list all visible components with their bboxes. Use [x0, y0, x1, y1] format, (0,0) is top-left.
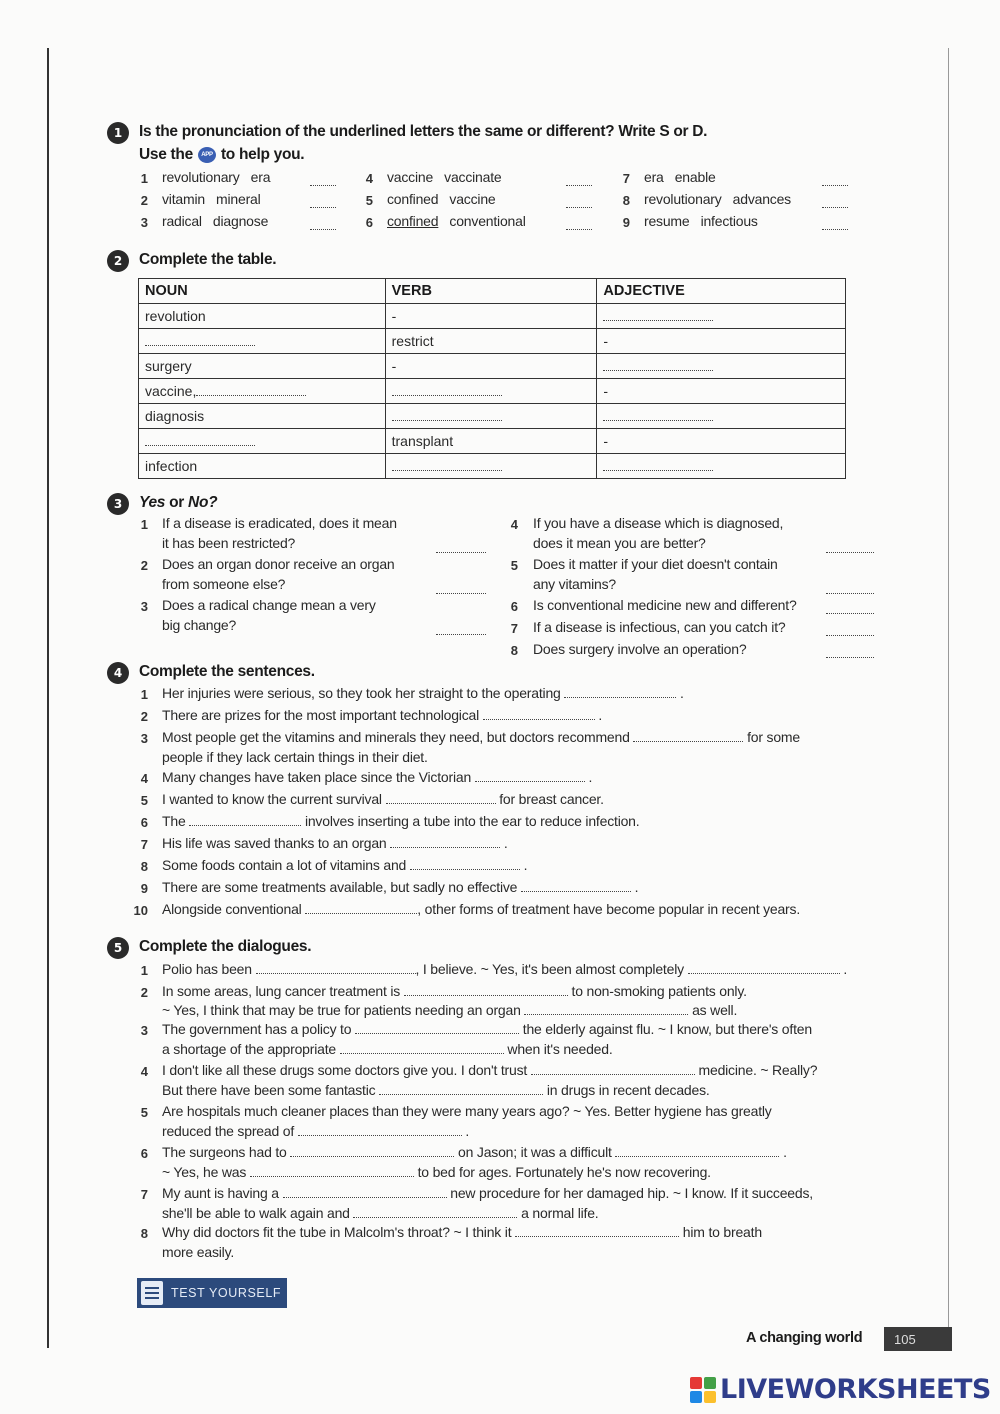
question-line: If you have a disease which is diagnosed,	[533, 515, 784, 531]
dialogue-text: medicine. ~ Really?	[698, 1062, 818, 1078]
table-header-row	[139, 279, 846, 304]
dialogue-text: In some areas, lung cancer treatment is	[162, 983, 401, 999]
item-number: 8	[140, 1226, 148, 1241]
sentence-text: people if they lack certain things in their diet.	[162, 749, 428, 765]
word: revolutionary	[644, 191, 722, 207]
dialogue-text: Polio has been	[162, 961, 252, 977]
section-3-title	[139, 494, 217, 512]
dialogue-7-reply	[162, 1205, 599, 1221]
answer-blank[interactable]	[515, 1224, 679, 1237]
sentence-text: I wanted to know the current survival	[162, 791, 382, 807]
dialogue-text: Why did doctors fit the tube in Malcolm's throat? ~ I think it	[162, 1224, 512, 1240]
table-row	[139, 429, 846, 454]
table-row	[139, 404, 846, 429]
app-icon: APP	[198, 147, 216, 163]
notebook-icon	[141, 1281, 163, 1305]
table-cell: -	[597, 329, 846, 354]
answer-blank-6[interactable]	[566, 216, 592, 230]
item-number: 7	[622, 171, 630, 186]
sentence-9	[162, 879, 638, 895]
question-line: big change?	[162, 617, 237, 633]
liveworksheets-logo-icon	[690, 1377, 716, 1403]
table-cell: restrict	[385, 329, 597, 354]
answer-blank[interactable]	[410, 857, 520, 870]
question-line: any vitamins?	[533, 576, 616, 592]
liveworksheets-wordmark: LIVEWORKSHEETS	[720, 1374, 991, 1405]
answer-blank[interactable]	[189, 813, 301, 826]
sentence-text: .	[680, 685, 684, 701]
liveworksheets-brand	[690, 1374, 991, 1405]
dialogue-text: My aunt is having a	[162, 1185, 279, 1201]
sentence-text: .	[634, 879, 639, 895]
sentence-text: His life was saved thanks to an organ	[162, 835, 387, 851]
dialogue-text: a shortage of the appropriate	[162, 1041, 336, 1057]
item-number: 3	[140, 215, 148, 230]
answer-blank[interactable]	[283, 1185, 447, 1198]
cell-text: vaccine,	[145, 383, 197, 399]
answer-blank[interactable]	[379, 1082, 543, 1095]
answer-blank[interactable]	[826, 600, 874, 614]
word: mineral	[216, 191, 261, 207]
sentence-1	[162, 685, 684, 701]
table-row	[139, 329, 846, 354]
table-cell: revolution	[139, 304, 386, 329]
section-5-number: 5	[107, 937, 129, 959]
sentence-text: Some foods contain a lot of vitamins and	[162, 857, 407, 873]
answer-blank[interactable]	[256, 961, 416, 974]
dialogue-text: Are hospitals much cleaner places than they were many years ago? ~ Yes. Better hygiene has greatly	[162, 1103, 772, 1119]
item-number: 8	[140, 859, 148, 874]
dialogue-text: The surgeons had to	[162, 1144, 287, 1160]
dialogue-text: on Jason; it was a difficult	[458, 1144, 612, 1160]
dialogue-4-reply	[162, 1082, 710, 1098]
dialogue-2-reply	[162, 1002, 737, 1018]
item-number: 1	[140, 171, 148, 186]
answer-blank[interactable]	[353, 1205, 517, 1218]
test-yourself-label: TEST YOURSELF	[171, 1286, 282, 1300]
question-line: If a disease is eradicated, does it mean	[162, 515, 397, 531]
word: vaccine	[387, 169, 434, 185]
sentence-text: Many changes have taken place since the Victorian	[162, 769, 472, 785]
answer-blank[interactable]	[436, 621, 486, 635]
item-number: 4	[365, 171, 373, 186]
table-cell-blank[interactable]	[597, 454, 846, 479]
dialogue-text: , I believe. ~ Yes, it's been almost completely	[415, 961, 684, 977]
item-number: 6	[140, 1146, 148, 1161]
dialogue-7	[162, 1185, 813, 1201]
answer-blank[interactable]	[483, 707, 595, 720]
table-cell-blank[interactable]	[597, 404, 846, 429]
dialogue-1	[162, 961, 847, 977]
table-row	[139, 304, 846, 329]
dialogue-text: him to breath	[682, 1224, 762, 1240]
dialogue-3-reply	[162, 1041, 613, 1057]
answer-blank-3[interactable]	[310, 216, 336, 230]
item-number: 5	[510, 558, 518, 573]
pronunciation-item-4	[387, 169, 502, 185]
word: radical	[162, 213, 202, 229]
sentence-6	[162, 813, 639, 829]
answer-blank[interactable]	[564, 685, 676, 698]
answer-blank-8[interactable]	[822, 194, 848, 208]
answer-blank[interactable]	[615, 1144, 779, 1157]
dialogue-text: I don't like all these drugs some doctors give you. I don't trust	[162, 1062, 528, 1078]
sentence-text: There are prizes for the most important technological	[162, 707, 479, 723]
sentence-text: , other forms of treatment have become popular in recent years.	[417, 901, 801, 917]
word-forms-table	[138, 278, 846, 479]
item-number: 7	[140, 1187, 148, 1202]
answer-blank[interactable]	[603, 359, 713, 371]
section-1-number: 1	[107, 122, 129, 144]
pronunciation-item-1	[162, 169, 270, 185]
sentence-text: Her injuries were serious, so they took her straight to the operating	[162, 685, 561, 701]
word: enable	[674, 169, 716, 185]
sentence-text: for breast cancer.	[499, 791, 604, 807]
answer-blank[interactable]	[524, 1002, 688, 1015]
dialogue-8	[162, 1224, 762, 1240]
table-cell-blank[interactable]	[139, 329, 386, 354]
answer-blank[interactable]	[475, 769, 585, 782]
header-verb: VERB	[385, 279, 597, 304]
answer-blank-5[interactable]	[566, 194, 592, 208]
dialogue-text: to bed for ages. Fortunately he's now recovering.	[417, 1164, 711, 1180]
dialogue-text: more easily.	[162, 1244, 235, 1260]
sentence-5	[162, 791, 604, 807]
item-number: 7	[510, 621, 518, 636]
question-line: Does an organ donor receive an organ	[162, 556, 395, 572]
table-row	[139, 454, 846, 479]
answer-blank[interactable]	[826, 622, 874, 636]
item-number: 3	[140, 1023, 148, 1038]
sentence-text: for some	[747, 729, 800, 745]
word: era	[644, 169, 664, 185]
table-cell-blank[interactable]	[385, 379, 597, 404]
section-2-number: 2	[107, 250, 129, 272]
item-number: 6	[365, 215, 373, 230]
item-number: 1	[140, 963, 148, 978]
sentence-2	[162, 707, 602, 723]
title-or: or	[169, 494, 185, 511]
section-1-title-line2	[139, 146, 304, 164]
pronunciation-item-2	[162, 191, 261, 207]
sentence-text: Most people get the vitamins and minerals they need, but doctors recommend	[162, 729, 630, 745]
word: vaccinate	[444, 169, 502, 185]
dialogue-2	[162, 983, 747, 999]
answer-blank[interactable]	[392, 409, 502, 421]
answer-blank[interactable]	[404, 983, 568, 996]
title-yes: Yes	[139, 494, 166, 511]
answer-blank[interactable]	[826, 580, 874, 594]
dialogue-text: as well.	[692, 1002, 738, 1018]
dialogue-6-reply	[162, 1164, 711, 1180]
answer-blank[interactable]	[390, 835, 500, 848]
item-number: 1	[140, 687, 148, 702]
word: vitamin	[162, 191, 205, 207]
item-number: 3	[140, 599, 148, 614]
item-number: 2	[140, 985, 148, 1000]
answer-blank[interactable]	[603, 459, 713, 471]
question-line: from someone else?	[162, 576, 286, 592]
sentence-text: .	[598, 707, 603, 723]
word: confined	[387, 191, 439, 207]
table-cell: surgery	[139, 354, 386, 379]
dialogue-text: ~ Yes, he was	[162, 1164, 247, 1180]
dialogue-text: .	[465, 1123, 470, 1139]
page-edge-line	[948, 48, 949, 1348]
pronunciation-item-6	[387, 213, 526, 229]
table-cell-blank[interactable]	[597, 354, 846, 379]
question-line: Does it matter if your diet doesn't contain	[533, 556, 778, 572]
pronunciation-item-5	[387, 191, 496, 207]
pronunciation-item-9	[644, 213, 758, 229]
pronunciation-item-3	[162, 213, 268, 229]
table-cell: -	[385, 304, 597, 329]
dialogue-text: new procedure for her damaged hip. ~ I know. If it succeeds,	[450, 1185, 813, 1201]
answer-blank[interactable]	[826, 644, 874, 658]
dialogue-text: in drugs in recent decades.	[546, 1082, 710, 1098]
chapter-title: A changing world	[746, 1330, 863, 1346]
dialogue-text: The government has a policy to	[162, 1021, 352, 1037]
section-4-title: Complete the sentences.	[139, 663, 315, 680]
title-text-post: to help you.	[220, 146, 305, 163]
table-cell-blank[interactable]	[385, 404, 597, 429]
answer-blank[interactable]	[633, 729, 743, 742]
dialogue-3	[162, 1021, 812, 1037]
word: conventional	[449, 213, 526, 229]
item-number: 8	[622, 193, 630, 208]
answer-blank[interactable]	[436, 580, 486, 594]
answer-blank-9[interactable]	[822, 216, 848, 230]
question-line: Does a radical change mean a very	[162, 597, 376, 613]
sentence-text: Alongside conventional	[162, 901, 302, 917]
answer-blank[interactable]	[250, 1164, 414, 1177]
section-2-title: Complete the table.	[139, 251, 277, 268]
table-row	[139, 354, 846, 379]
answer-blank[interactable]	[826, 539, 874, 553]
table-row	[139, 379, 846, 404]
page-binding-line	[47, 48, 49, 1348]
item-number: 8	[510, 643, 518, 658]
answer-blank[interactable]	[531, 1062, 695, 1075]
dialogue-6	[162, 1144, 787, 1160]
word: resume	[644, 213, 690, 229]
item-number: 9	[622, 215, 630, 230]
table-cell: -	[597, 429, 846, 454]
answer-blank[interactable]	[196, 384, 306, 396]
table-cell-blank[interactable]	[385, 454, 597, 479]
answer-blank[interactable]	[290, 1144, 454, 1157]
answer-blank[interactable]	[603, 309, 713, 321]
answer-blank[interactable]	[298, 1123, 462, 1136]
word: era	[250, 169, 271, 185]
dialogue-text: .	[783, 1144, 787, 1160]
question-line: If a disease is infectious, can you catch it?	[533, 619, 786, 635]
table-cell-blank[interactable]	[597, 304, 846, 329]
answer-blank[interactable]	[145, 334, 255, 346]
answer-blank[interactable]	[436, 539, 486, 553]
dialogue-text: But there have been some fantastic	[162, 1082, 376, 1098]
item-number: 4	[140, 1064, 148, 1079]
question-line: it has been restricted?	[162, 535, 296, 551]
item-number: 7	[140, 837, 148, 852]
word: infectious	[700, 213, 758, 229]
table-cell-blank[interactable]	[139, 429, 386, 454]
question-line: does it mean you are better?	[533, 535, 706, 551]
item-number: 5	[140, 793, 148, 808]
answer-blank[interactable]	[392, 384, 502, 396]
dialogue-4	[162, 1062, 817, 1078]
table-cell: -	[385, 354, 597, 379]
word: vaccine	[449, 191, 496, 207]
dialogue-text: .	[843, 961, 848, 977]
answer-blank-1[interactable]	[310, 172, 336, 186]
sentence-text: .	[523, 857, 528, 873]
item-number: 5	[365, 193, 373, 208]
table-cell: transplant	[385, 429, 597, 454]
dialogue-text: reduced the spread of	[162, 1123, 295, 1139]
dialogue-text: she'll be able to walk again and	[162, 1205, 350, 1221]
item-number: 9	[140, 881, 148, 896]
sentence-text: There are some treatments available, but sadly no effective	[162, 879, 518, 895]
word: diagnose	[212, 213, 269, 229]
dialogue-text: to non-smoking patients only.	[571, 983, 747, 999]
sentence-text: The	[162, 813, 186, 829]
item-number: 3	[140, 731, 148, 746]
answer-blank[interactable]	[305, 901, 417, 914]
section-5-title: Complete the dialogues.	[139, 938, 312, 955]
title-no: No?	[188, 494, 218, 511]
item-number: 10	[133, 903, 148, 918]
item-number: 5	[140, 1105, 148, 1120]
word: advances	[732, 191, 791, 207]
sentence-4	[162, 769, 592, 785]
sentence-text: .	[588, 769, 593, 785]
sentence-7	[162, 835, 508, 851]
answer-blank[interactable]	[392, 459, 502, 471]
answer-blank[interactable]	[355, 1021, 519, 1034]
sentence-text: involves inserting a tube into the ear to reduce infection.	[304, 813, 640, 829]
question-line: Does surgery involve an operation?	[533, 641, 747, 657]
table-cell: diagnosis	[139, 404, 386, 429]
item-number: 2	[140, 193, 148, 208]
answer-blank[interactable]	[386, 791, 496, 804]
sentence-10	[162, 901, 800, 917]
question-line: Is conventional medicine new and different?	[533, 597, 797, 613]
header-noun: NOUN	[139, 279, 386, 304]
sentence-8	[162, 857, 527, 873]
word: revolutionary	[162, 169, 240, 185]
sentence-3	[162, 729, 800, 745]
table-cell	[139, 379, 386, 404]
pronunciation-item-8	[644, 191, 791, 207]
section-4-number: 4	[107, 662, 129, 684]
sentence-text: .	[503, 835, 508, 851]
section-1-title: Is the pronunciation of the underlined letters the same or different? Write S or D.	[139, 123, 708, 140]
dialogue-text: when it's needed.	[507, 1041, 613, 1057]
answer-blank[interactable]	[145, 434, 255, 446]
section-3-number: 3	[107, 493, 129, 515]
answer-blank[interactable]	[688, 961, 840, 974]
dialogue-text: the elderly against flu. ~ I know, but there's often	[522, 1021, 812, 1037]
dialogue-text: a normal life.	[521, 1205, 599, 1221]
item-number: 2	[140, 709, 148, 724]
answer-blank[interactable]	[340, 1041, 504, 1054]
answer-blank-4[interactable]	[566, 172, 592, 186]
title-text-pre: Use the	[139, 146, 193, 163]
table-cell: -	[597, 379, 846, 404]
page-number: 105	[884, 1327, 952, 1351]
table-cell: infection	[139, 454, 386, 479]
item-number: 4	[140, 771, 148, 786]
answer-blank[interactable]	[603, 409, 713, 421]
pronunciation-item-7	[644, 169, 716, 185]
dialogue-text: ~ Yes, I think that may be true for patients needing an organ	[162, 1002, 521, 1018]
dialogue-5-reply	[162, 1123, 469, 1139]
item-number: 6	[140, 815, 148, 830]
item-number: 6	[510, 599, 518, 614]
item-number: 4	[510, 517, 518, 532]
answer-blank-2[interactable]	[310, 194, 336, 208]
item-number: 2	[140, 558, 148, 573]
answer-blank[interactable]	[521, 879, 631, 892]
item-number: 1	[140, 517, 148, 532]
header-adjective: ADJECTIVE	[597, 279, 846, 304]
answer-blank-7[interactable]	[822, 172, 848, 186]
word: confined	[387, 213, 439, 229]
test-yourself-banner	[137, 1278, 287, 1308]
